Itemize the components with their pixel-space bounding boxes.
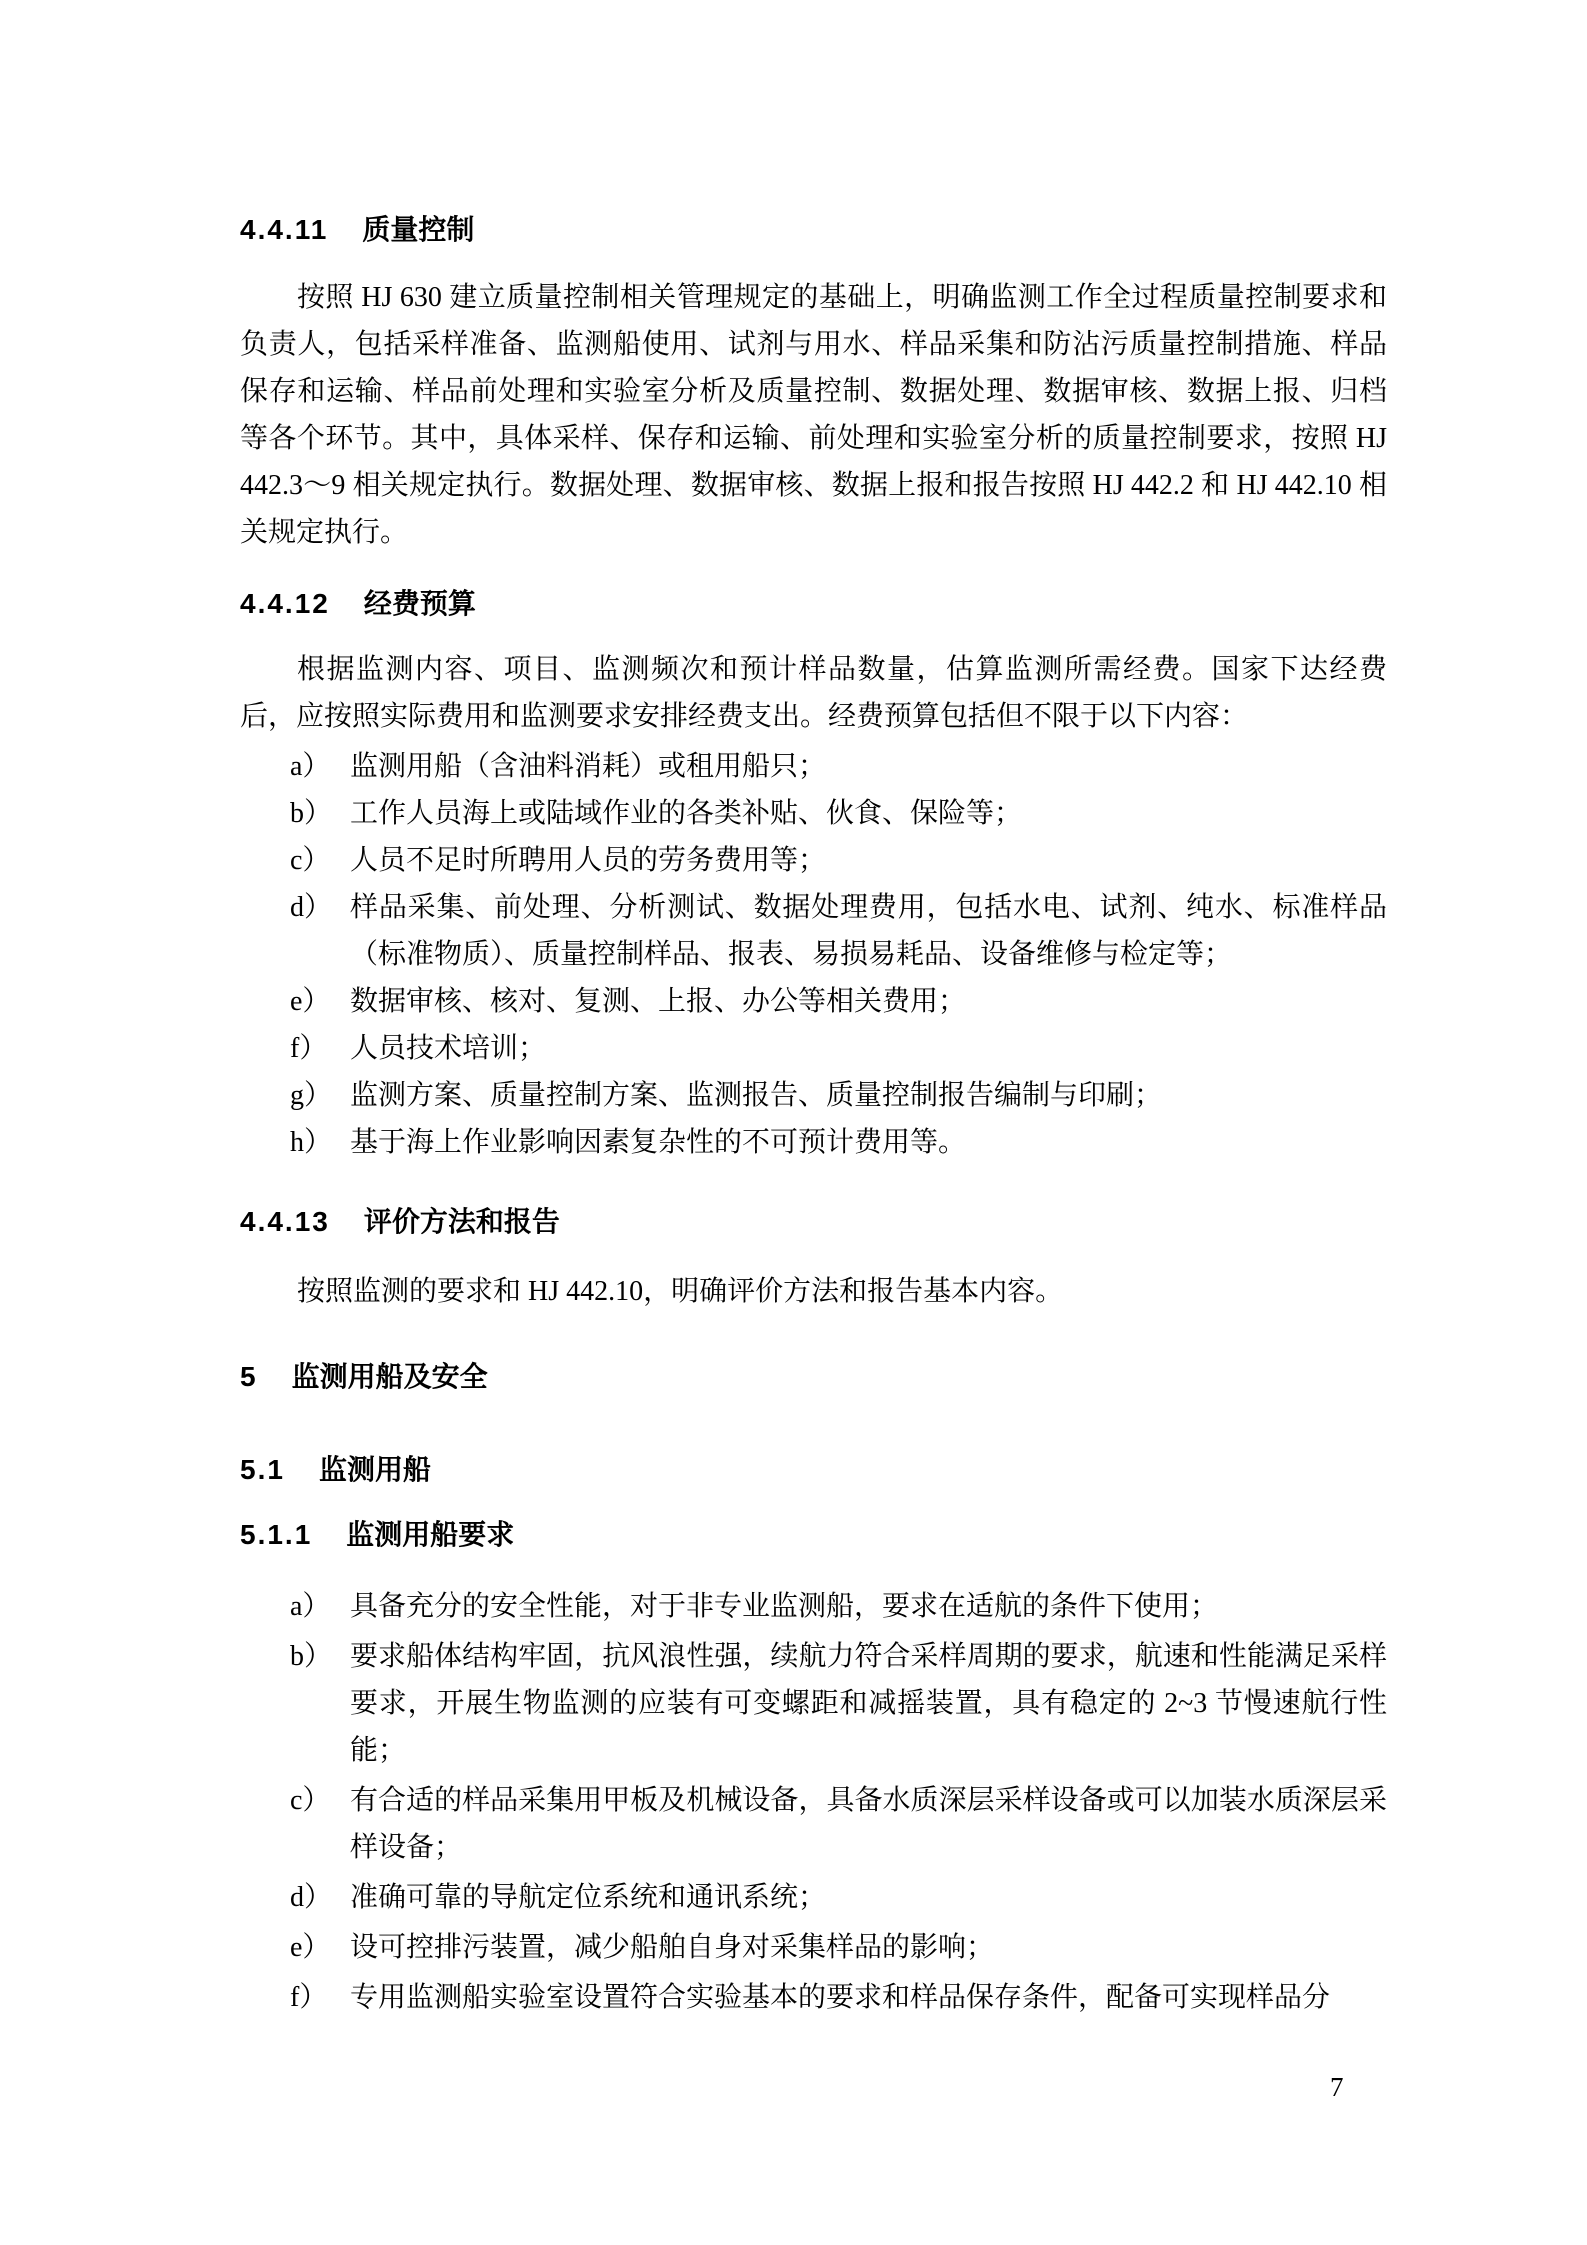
list-item (240, 884, 1387, 978)
list-item-text: 工作人员海上或陆域作业的各类补贴、伙食、保险等； (350, 798, 1023, 829)
paragraph-evaluation: 按照监测的要求和 HJ 442.10，明确评价方法和报告基本内容。 (297, 1276, 1064, 1307)
list-item-text: 人员不足时所聘用人员的劳务费用等； (350, 845, 827, 876)
ship-requirement-list (240, 1583, 1387, 2021)
list-item-text: 数据审核、核对、复测、上报、办公等相关费用； (350, 986, 967, 1017)
heading-number: 5.1 (240, 1454, 285, 1485)
list-item-text: 样品采集、前处理、分析测试、数据处理费用，包括水电、试剂、纯水、标准样品（标准物质）、质量控制样品、报表、易损易耗品、设备维修与检定等； (350, 892, 1387, 970)
list-item (240, 1072, 1387, 1119)
list-item (240, 1633, 1387, 1774)
list-item-label: b） (290, 798, 333, 829)
list-item-text: 有合适的样品采集用甲板及机械设备，具备水质深层采样设备或可以加装水质深层采样设备； (350, 1785, 1387, 1863)
section-heading-5 (240, 1353, 1387, 1400)
list-item-text: 专用监测船实验室设置符合实验基本的要求和样品保存条件，配备可实现样品分 (350, 1982, 1331, 2013)
heading-title: 经费预算 (363, 588, 476, 619)
list-item (240, 1874, 1387, 1921)
heading-title: 监测用船 (318, 1454, 431, 1485)
list-item-label: d） (290, 892, 333, 923)
page-content (240, 0, 1387, 2024)
heading-title: 质量控制 (362, 214, 475, 245)
list-item-label: e） (290, 986, 331, 1017)
list-item-label: a） (290, 751, 331, 782)
list-item-text: 设可控排污装置，减少船舶自身对采集样品的影响； (350, 1932, 995, 1963)
list-item-text: 监测方案、质量控制方案、监测报告、质量控制报告编制与印刷； (350, 1080, 1163, 1111)
list-item-label: e） (290, 1932, 331, 1963)
section-heading-5-1 (240, 1446, 1387, 1493)
list-item-label: b） (290, 1641, 333, 1672)
list-item-label: c） (290, 1785, 331, 1816)
list-item-label: a） (290, 1591, 331, 1622)
list-item-label: f） (290, 1033, 328, 1064)
list-item (240, 1119, 1387, 1166)
heading-number: 5.1.1 (240, 1519, 313, 1550)
paragraph-quality-control: 按照 HJ 630 建立质量控制相关管理规定的基础上，明确监测工作全过程质量控制要求和负责人，包括采样准备、监测船使用、试剂与用水、样品采集和防沾污质量控制措施、样品保存和运输、样品前处理和实验室分析及质量控制、数据处理、数据审核、数据上报、归档等各个环节。其中，具体采样、保存和运输、前处理和实验室分析的质量控制要求，按照 HJ 442.3～9 相关规定执行。数据处理、数据审核、数据上报和报告按照 HJ 442.2 和 HJ 442.10 相关规定执行。 (240, 282, 1387, 548)
heading-number: 4.4.12 (240, 588, 330, 619)
list-item-label: c） (290, 845, 331, 876)
list-item (240, 743, 1387, 790)
list-item (240, 1924, 1387, 1971)
list-item-label: h） (290, 1127, 333, 1158)
section-heading-4-4-11 (240, 206, 1387, 253)
budget-item-list (240, 743, 1387, 1166)
list-item (240, 978, 1387, 1025)
list-item-text: 监测用船（含油料消耗）或租用船只； (350, 751, 827, 782)
heading-number: 5 (240, 1361, 258, 1392)
heading-title: 监测用船及安全 (291, 1361, 488, 1392)
list-item (240, 837, 1387, 884)
heading-title: 评价方法和报告 (363, 1206, 560, 1237)
list-item-label: g） (290, 1080, 333, 1111)
list-item (240, 1974, 1387, 2021)
page-number: 7 (1330, 2072, 1344, 2102)
list-item-text: 要求船体结构牢固，抗风浪性强，续航力符合采样周期的要求，航速和性能满足采样要求，开展生物监测的应装有可变螺距和减摇装置，具有稳定的 2~3 节慢速航行性能； (350, 1641, 1387, 1766)
heading-number: 4.4.11 (240, 214, 329, 245)
list-item-text: 具备充分的安全性能，对于非专业监测船，要求在适航的条件下使用； (350, 1591, 1219, 1622)
list-item (240, 1777, 1387, 1871)
heading-title: 监测用船要求 (346, 1519, 515, 1550)
heading-number: 4.4.13 (240, 1206, 330, 1237)
section-heading-4-4-13 (240, 1198, 1387, 1245)
section-heading-4-4-12 (240, 580, 1387, 627)
list-item-text: 人员技术培训； (350, 1033, 547, 1064)
list-item-text: 基于海上作业影响因素复杂性的不可预计费用等。 (350, 1127, 967, 1158)
list-item-label: f） (290, 1982, 328, 2013)
paragraph-budget-intro: 根据监测内容、项目、监测频次和预计样品数量，估算监测所需经费。国家下达经费后，应按照实际费用和监测要求安排经费支出。经费预算包括但不限于以下内容： (240, 654, 1387, 732)
list-item-text: 准确可靠的导航定位系统和通讯系统； (350, 1882, 827, 1913)
list-item-label: d） (290, 1882, 333, 1913)
list-item (240, 1583, 1387, 1630)
list-item (240, 790, 1387, 837)
list-item (240, 1025, 1387, 1072)
section-heading-5-1-1 (240, 1511, 1387, 1558)
